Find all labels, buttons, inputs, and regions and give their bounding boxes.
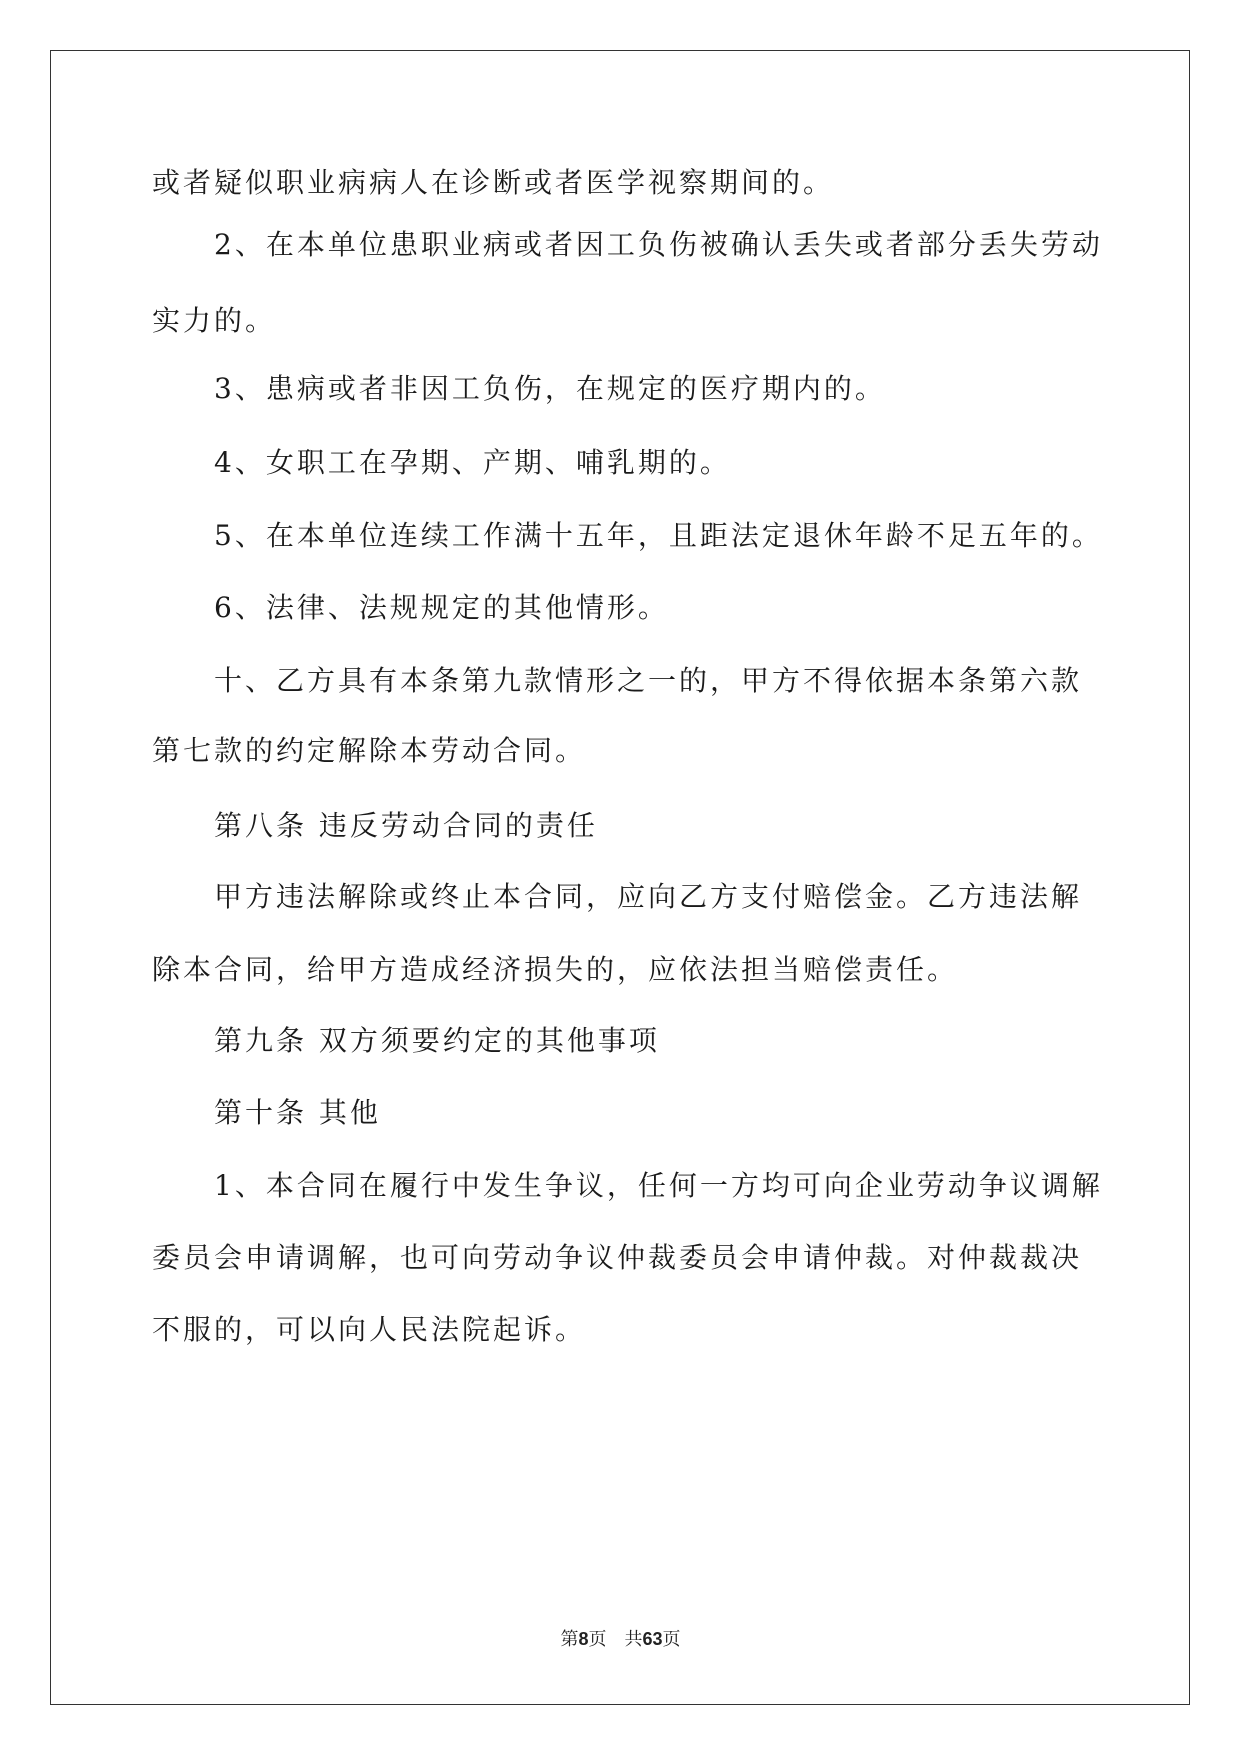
text-line: 5、在本单位连续工作满十五年，且距法定退休年龄不足五年的。: [214, 519, 1103, 552]
text-line: 甲方违法解除或终止本合同，应向乙方支付赔偿金。乙方违法解: [214, 880, 1083, 913]
text-line: 6、法律、法规规定的其他情形。: [214, 591, 669, 624]
text-line: 实力的。: [152, 304, 277, 337]
section-heading: 第九条 双方须要约定的其他事项: [214, 1024, 660, 1057]
text-line: 3、患病或者非因工负伤，在规定的医疗期内的。: [214, 372, 886, 405]
page-footer: [0, 1625, 1241, 1651]
footer-suffix: 页: [662, 1629, 681, 1650]
section-heading: 第八条 违反劳动合同的责任: [214, 809, 598, 842]
text-line: 1、本合同在履行中发生争议，任何一方均可向企业劳动争议调解: [214, 1169, 1103, 1202]
footer-prefix: 第: [560, 1629, 579, 1650]
text-line: 不服的，可以向人民法院起诉。: [152, 1313, 587, 1346]
text-line: 第七款的约定解除本劳动合同。: [152, 734, 587, 767]
text-line: 2、在本单位患职业病或者因工负伤被确认丢失或者部分丢失劳动: [214, 228, 1103, 261]
text-line: 十、乙方具有本条第九款情形之一的，甲方不得依据本条第六款: [214, 664, 1083, 697]
text-line: 或者疑似职业病病人在诊断或者医学视察期间的。: [152, 166, 835, 199]
text-line: 委员会申请调解，也可向劳动争议仲裁委员会申请仲裁。对仲裁裁决: [152, 1241, 1083, 1274]
total-pages-number: 63: [642, 1629, 663, 1649]
section-heading: 第十条 其他: [214, 1096, 381, 1129]
text-line: 除本合同，给甲方造成经济损失的，应依法担当赔偿责任。: [152, 953, 959, 986]
text-line: 4、女职工在孕期、产期、哺乳期的。: [214, 446, 731, 479]
current-page-number: 8: [578, 1629, 589, 1649]
footer-middle: 页 共: [588, 1629, 643, 1650]
